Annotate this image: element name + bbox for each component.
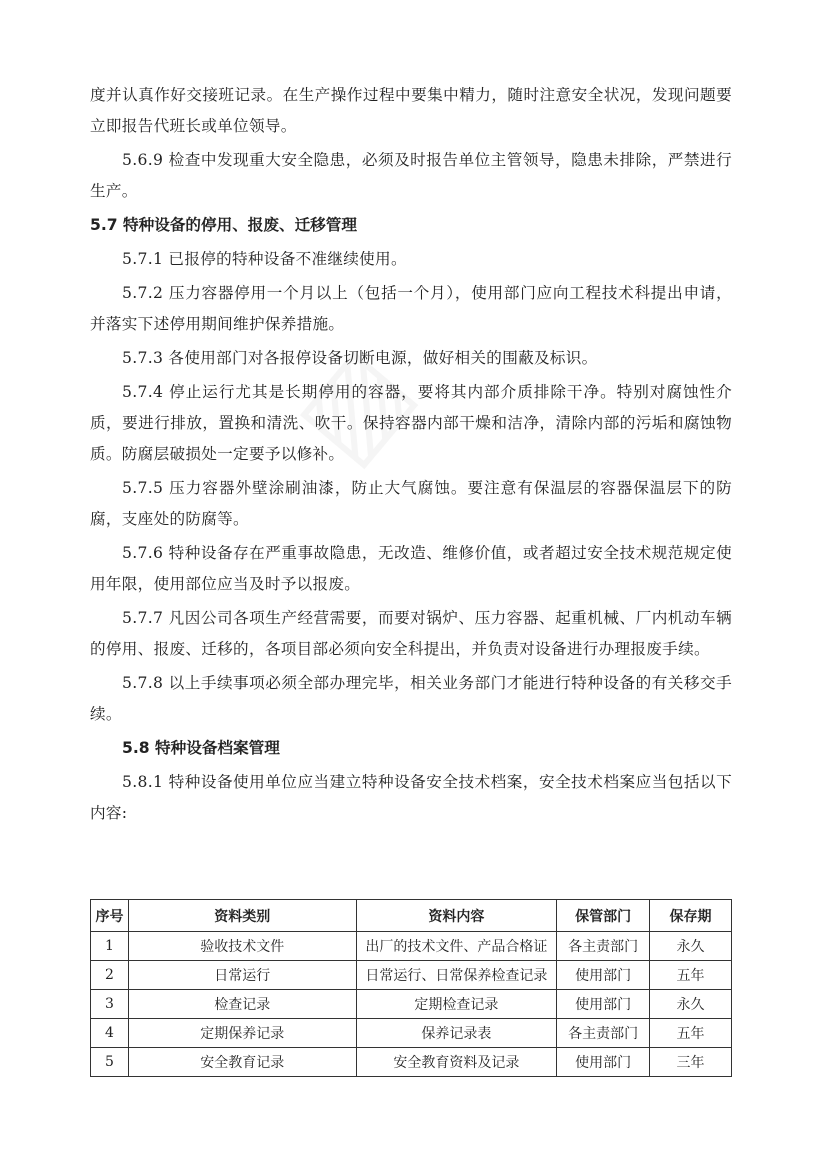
table-cell: 1 bbox=[91, 932, 129, 961]
table-row bbox=[91, 990, 732, 1019]
column-header: 保管部门 bbox=[557, 900, 650, 932]
archive-table bbox=[90, 899, 732, 1077]
table-row bbox=[91, 932, 732, 961]
table-row bbox=[91, 961, 732, 990]
table-row bbox=[91, 1019, 732, 1048]
paragraph: 5.6.9 检查中发现重大安全隐患，必须及时报告单位主管领导，隐患未排除，严禁进行生产。 bbox=[90, 151, 732, 200]
table-cell: 各主责部门 bbox=[557, 1019, 650, 1048]
section-heading: 5.8 特种设备档案管理 bbox=[122, 739, 280, 757]
table-cell: 使用部门 bbox=[557, 990, 650, 1019]
column-header: 保存期 bbox=[650, 900, 732, 932]
table-cell: 2 bbox=[91, 961, 129, 990]
table-cell: 4 bbox=[91, 1019, 129, 1048]
paragraph: 5.7.3 各使用部门对各报停设备切断电源，做好相关的围蔽及标识。 bbox=[122, 349, 598, 367]
table-cell: 三年 bbox=[650, 1048, 732, 1077]
table-cell: 定期保养记录 bbox=[128, 1019, 356, 1048]
table-cell: 验收技术文件 bbox=[128, 932, 356, 961]
table-cell: 3 bbox=[91, 990, 129, 1019]
table-cell: 定期检查记录 bbox=[356, 990, 557, 1019]
paragraph: 5.7.7 凡因公司各项生产经营需要，而要对锅炉、压力容器、起重机械、厂内机动车辆的停用、报废、迁移的，各项目部必须向安全科提出，并负责对设备进行办理报废手续。 bbox=[90, 609, 732, 658]
section-heading: 5.7 特种设备的停用、报废、迁移管理 bbox=[90, 216, 357, 234]
paragraph: 5.8.1 特种设备使用单位应当建立特种设备安全技术档案，安全技术档案应当包括以下内容: bbox=[90, 773, 732, 822]
table-cell: 检查记录 bbox=[128, 990, 356, 1019]
table-row bbox=[91, 1048, 732, 1077]
paragraph: 5.7.2 压力容器停用一个月以上（包括一个月），使用部门应向工程技术科提出申请，并落实下述停用期间维护保养措施。 bbox=[90, 284, 732, 333]
table-cell: 永久 bbox=[650, 932, 732, 961]
table-cell: 安全教育资料及记录 bbox=[356, 1048, 557, 1077]
table-header-row bbox=[91, 900, 732, 932]
table-cell: 日常运行 bbox=[128, 961, 356, 990]
table-cell: 五年 bbox=[650, 1019, 732, 1048]
table-cell: 出厂的技术文件、产品合格证 bbox=[356, 932, 557, 961]
table-cell: 安全教育记录 bbox=[128, 1048, 356, 1077]
table-cell: 5 bbox=[91, 1048, 129, 1077]
document-body bbox=[90, 80, 732, 832]
table-cell: 永久 bbox=[650, 990, 732, 1019]
column-header: 序号 bbox=[91, 900, 129, 932]
paragraph: 度并认真作好交接班记录。在生产操作过程中要集中精力，随时注意安全状况，发现问题要立即报告代班长或单位领导。 bbox=[90, 86, 732, 135]
table-cell: 保养记录表 bbox=[356, 1019, 557, 1048]
paragraph: 5.7.1 已报停的特种设备不准继续使用。 bbox=[122, 250, 407, 268]
table-cell: 各主责部门 bbox=[557, 932, 650, 961]
column-header: 资料内容 bbox=[356, 900, 557, 932]
column-header: 资料类别 bbox=[128, 900, 356, 932]
paragraph: 5.7.8 以上手续事项必须全部办理完毕，相关业务部门才能进行特种设备的有关移交手续。 bbox=[90, 674, 732, 723]
paragraph: 5.7.6 特种设备存在严重事故隐患，无改造、维修价值，或者超过安全技术规范规定使用年限，使用部位应当及时予以报废。 bbox=[90, 544, 732, 593]
table-cell: 五年 bbox=[650, 961, 732, 990]
table-cell: 使用部门 bbox=[557, 961, 650, 990]
table-cell: 日常运行、日常保养检查记录 bbox=[356, 961, 557, 990]
paragraph: 5.7.4 停止运行尤其是长期停用的容器，要将其内部介质排除干净。特别对腐蚀性介质，要进行排放，置换和清洗、吹干。保持容器内部干燥和洁净，清除内部的污垢和腐蚀物质。防腐层破损处一定要予以修补。 bbox=[90, 383, 732, 463]
paragraph: 5.7.5 压力容器外壁涂刷油漆，防止大气腐蚀。要注意有保温层的容器保温层下的防腐，支座处的防腐等。 bbox=[90, 479, 732, 528]
table-cell: 使用部门 bbox=[557, 1048, 650, 1077]
